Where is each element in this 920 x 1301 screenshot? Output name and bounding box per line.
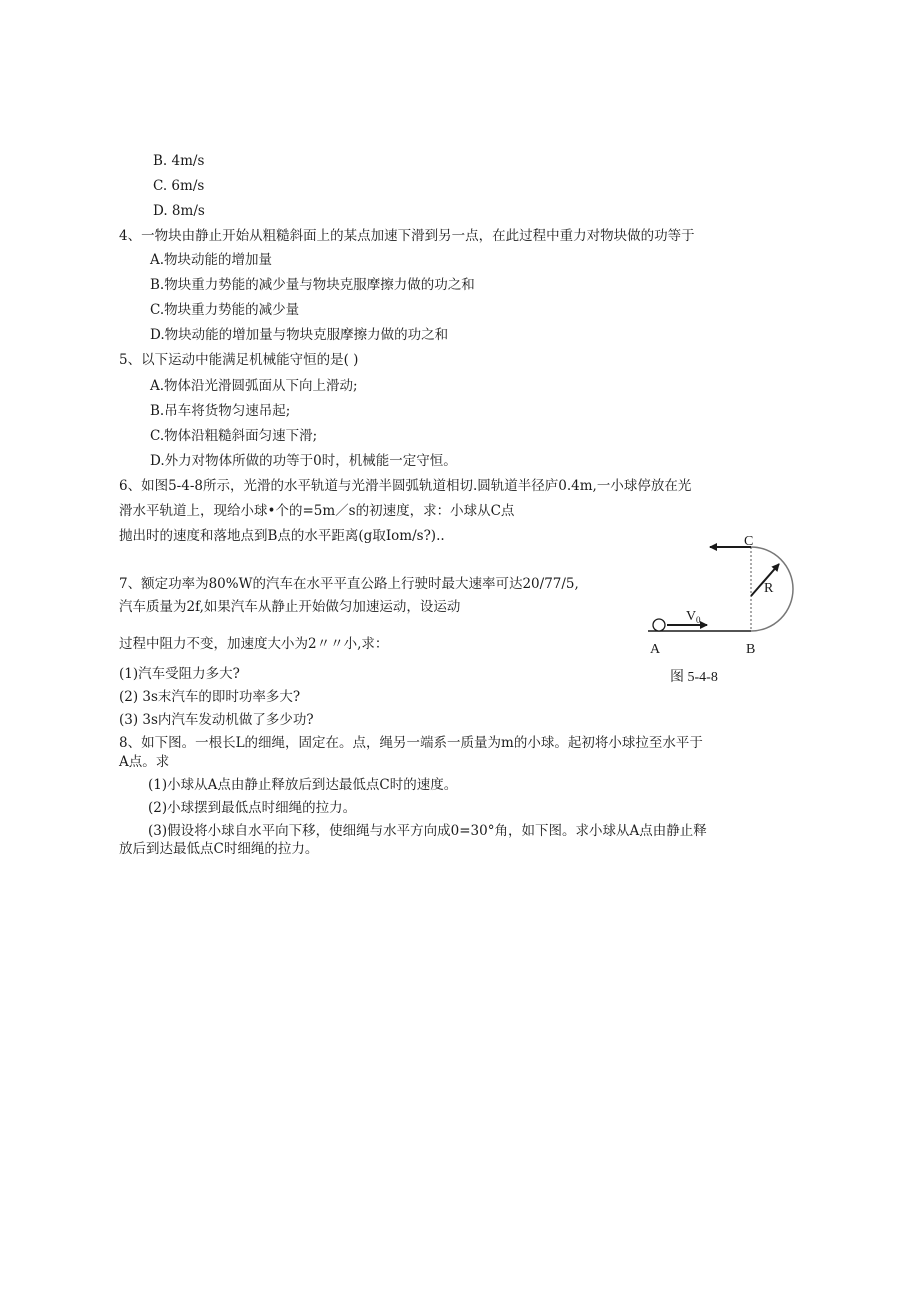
label-v0: V [686,609,697,624]
figure-5-4-8 [640,530,800,695]
question-6-line-3: 抛出时的速度和落地点到B点的水平距离(g取Iom/s?).. [119,528,445,544]
question-5-option-a: A.物体沿光滑圆弧面从下向上滑动; [150,378,358,394]
question-5-option-b: B.吊车将货物匀速吊起; [150,403,291,419]
question-5-stem: 5、以下运动中能满足机械能守恒的是( ) [119,352,359,368]
question-7-line-2: 汽车质量为2f,如果汽车从静止开始做匀加速运动，设运动 [119,599,461,615]
question-4-option-d: D.物块动能的增加量与物块克服摩擦力做的功之和 [150,327,449,343]
question-4-option-b: B.物块重力势能的减少量与物块克服摩擦力做的功之和 [150,277,475,293]
question-5-option-c: C.物体沿粗糙斜面匀速下滑; [150,428,318,444]
label-c: C [744,534,754,549]
label-v0-subscript: 0 [696,615,701,625]
label-r: R [764,581,774,596]
question-8-line-2: A点。求 [119,754,170,770]
question-7-part-3: (3) 3s内汽车发动机做了多少功? [119,712,314,728]
option-b-line: B. 4m/s [153,153,205,169]
question-6-line-1: 6、如图5-4-8所示，光滑的水平轨道与光滑半圆弧轨道相切.圆轨道半径庐0.4m,一小球停放在光 [119,478,692,494]
question-7-part-2: (2) 3s末汽车的即时功率多大? [119,689,301,705]
question-7-line-1: 7、额定功率为80%W的汽车在水平平直公路上行驶时最大速率可达20/77/5, [119,576,579,592]
ball [653,619,665,631]
question-7-line-3: 过程中阻力不变，加速度大小为2〃〃小,求： [119,636,389,652]
question-8-line-1: 8、如下图。一根长L的细绳，固定在。点，绳另一端系一质量为m的小球。起初将小球拉至水平于 [119,735,703,751]
question-5-option-d: D.外力对物体所做的功等于0时，机械能一定守恒。 [150,453,457,469]
question-4-stem: 4、一物块由静止开始从粗糙斜面上的某点加速下滑到另一点，在此过程中重力对物块做的功等于 [119,228,695,244]
question-8-part-3-line-1: (3)假设将小球自水平向下移，使细绳与水平方向成0=30°角，如下图。求小球从A点由静止释 [148,823,707,839]
option-d-line: D. 8m/s [153,203,205,219]
question-4-option-c: C.物块重力势能的减少量 [150,302,300,318]
question-6-line-2: 滑水平轨道上，现给小球•个的=5m／s的初速度，求：小球从C点 [119,503,515,519]
figure-caption: 图 5-4-8 [670,670,718,685]
question-7-part-1: (1)汽车受阻力多大? [119,666,240,682]
label-b: B [746,642,756,657]
question-8-part-3-line-2: 放后到达最低点C时细绳的拉力。 [119,841,319,857]
label-a: A [650,642,661,657]
option-c-line: C. 6m/s [153,178,205,194]
question-8-part-2: (2)小球摆到最低点时细绳的拉力。 [148,800,357,816]
question-4-option-a: A.物块动能的增加量 [150,252,273,268]
question-8-part-1: (1)小球从A点由静止释放后到达最低点C时的速度。 [148,777,458,793]
